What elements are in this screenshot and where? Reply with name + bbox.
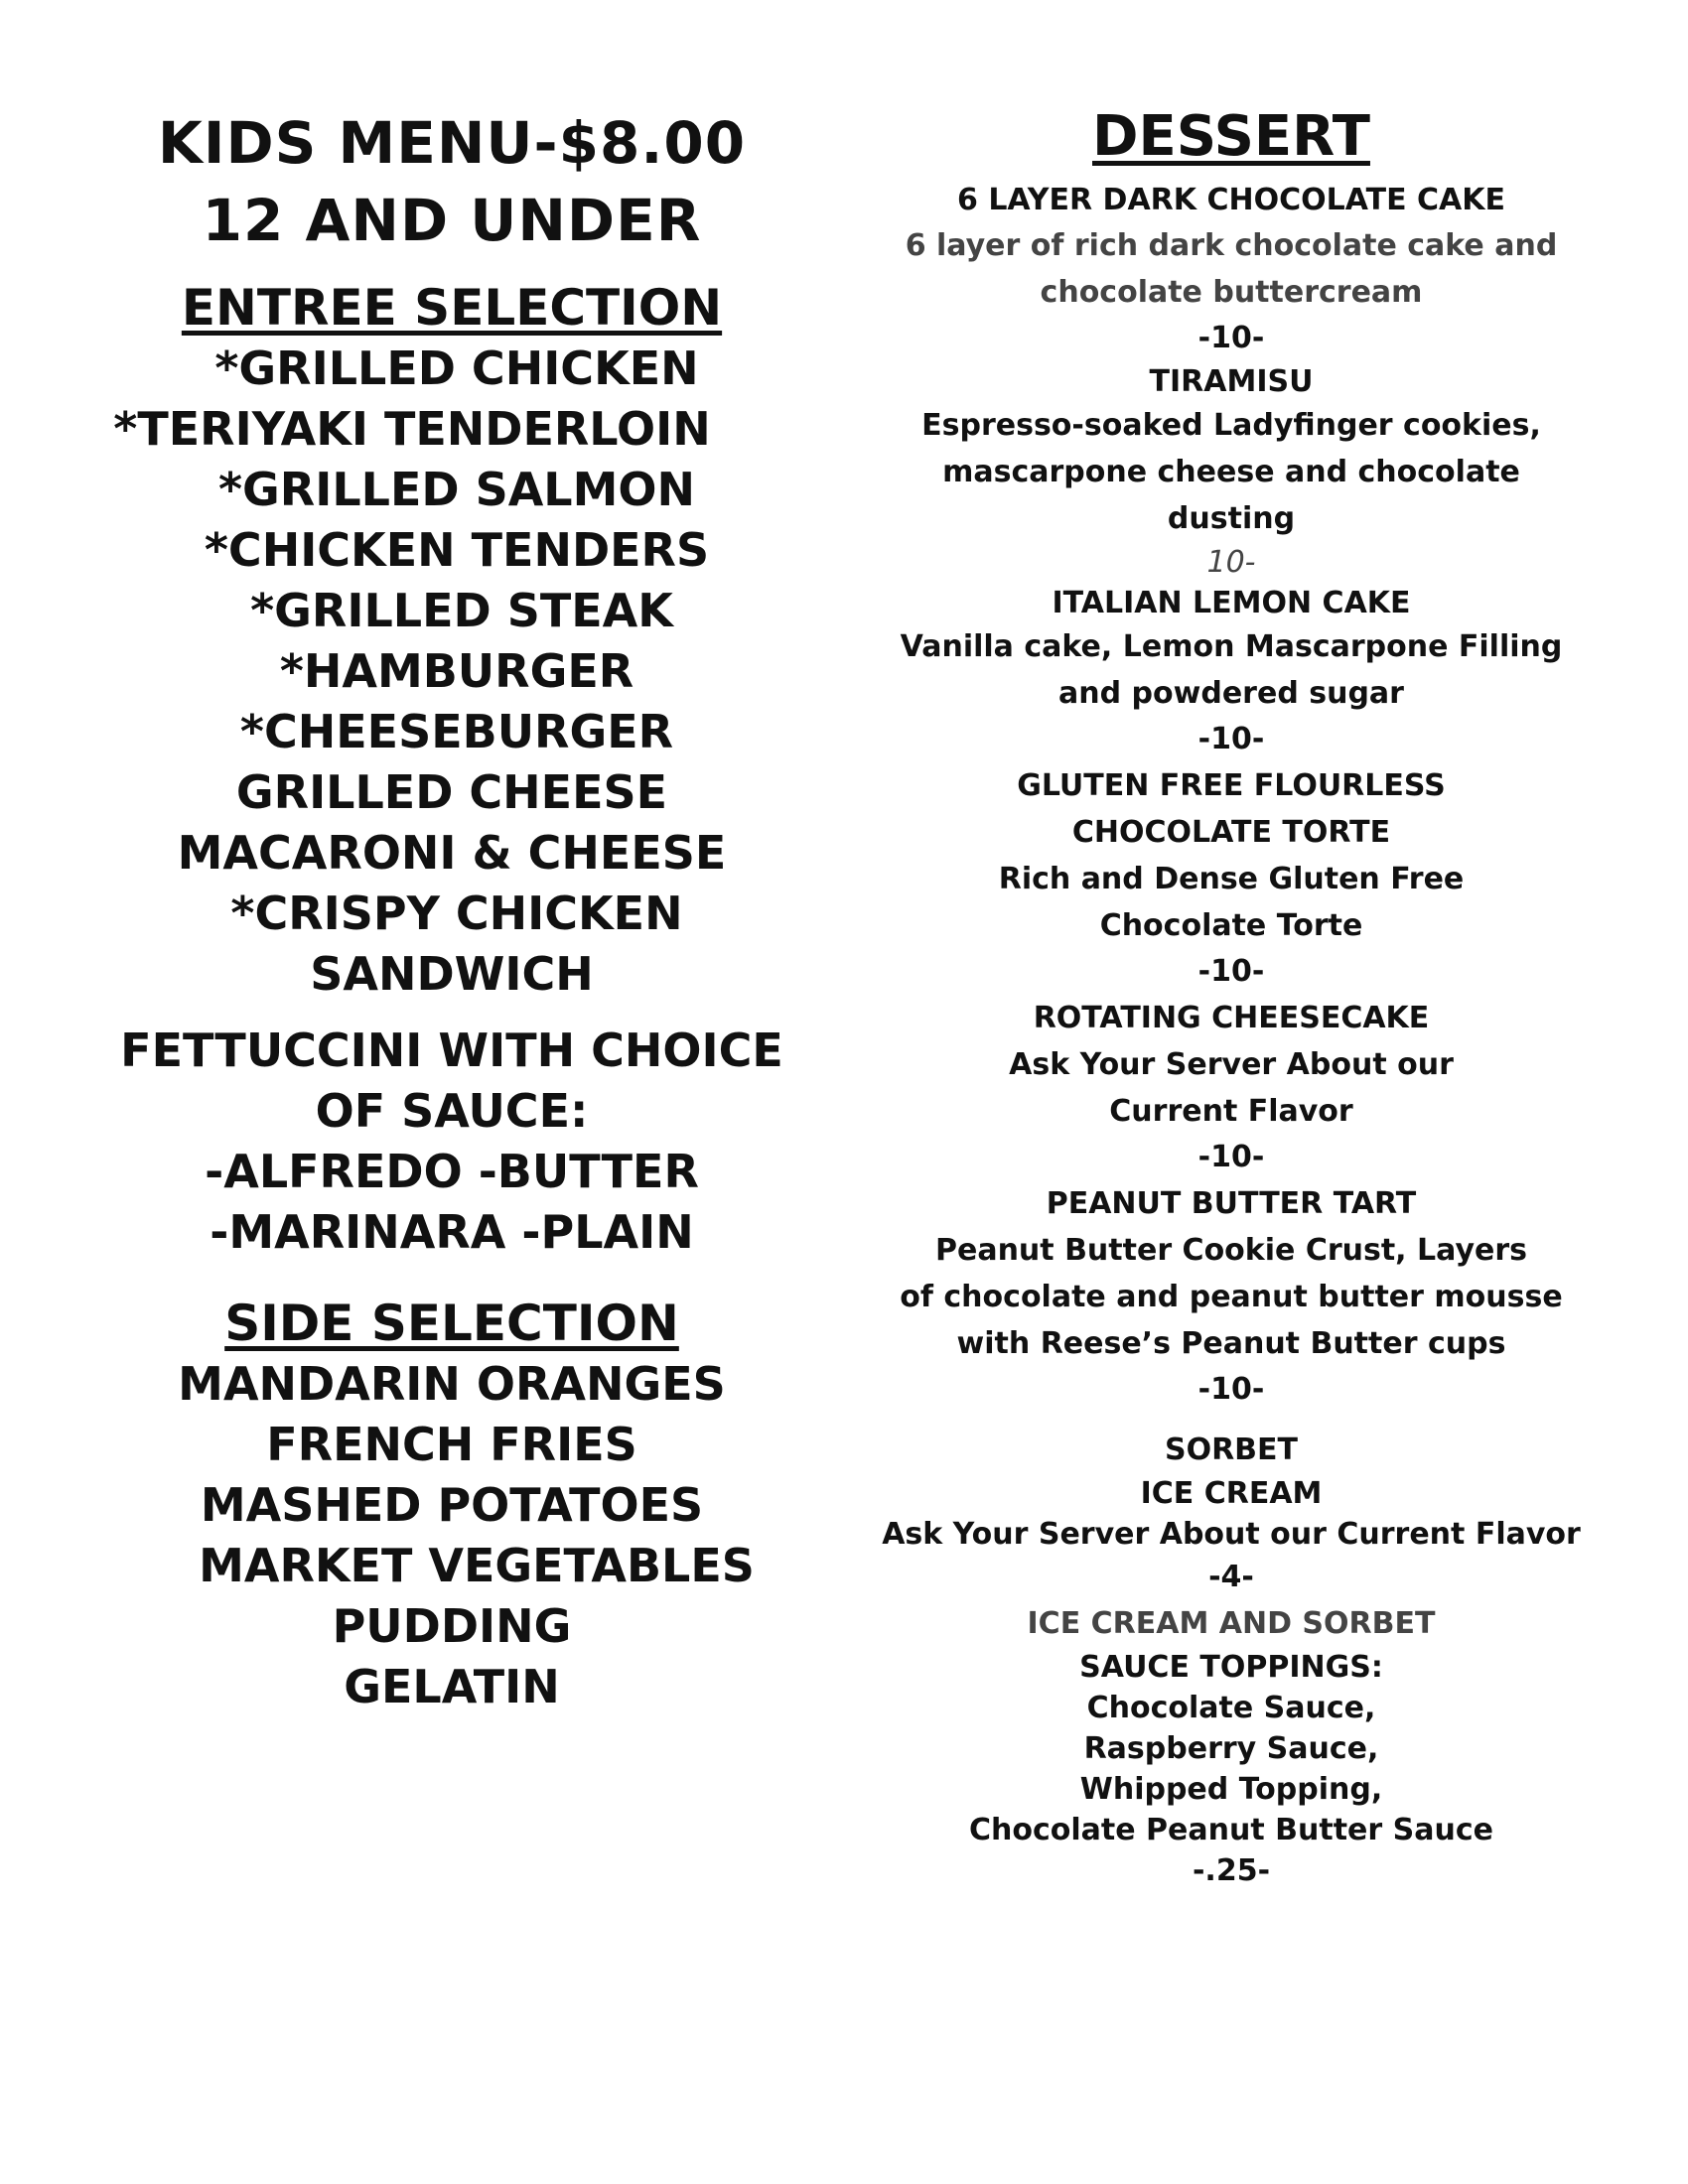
topping-item: Whipped Topping,: [1079, 1772, 1383, 1807]
dessert-name: GLUTEN FREE FLOURLESS: [1017, 768, 1446, 803]
side-item: FRENCH FRIES: [266, 1418, 637, 1471]
entree-item: *GRILLED STEAK: [250, 584, 673, 637]
side-item: MANDARIN ORANGES: [178, 1357, 726, 1411]
dessert-title: DESSERT: [1092, 104, 1370, 169]
fettuccini-line: OF SAUCE:: [315, 1084, 589, 1138]
ice-cream-label: ICE CREAM: [1140, 1476, 1323, 1511]
ice-cream-price: -4-: [1208, 1560, 1254, 1594]
dessert-desc: of chocolate and peanut butter mousse: [900, 1280, 1563, 1314]
dessert-price: -10-: [1197, 1140, 1265, 1174]
topping-item: Chocolate Peanut Butter Sauce: [969, 1813, 1493, 1847]
dessert-price: -10-: [1197, 722, 1265, 756]
dessert-item: [874, 179, 1589, 361]
entree-item: MACARONI & CHEESE: [177, 826, 727, 880]
toppings-subtitle: SAUCE TOPPINGS:: [1079, 1650, 1383, 1685]
ice-cream-block: [874, 1427, 1589, 1600]
dessert-desc: Espresso-soaked Ladyfinger cookies,: [921, 408, 1541, 443]
dessert-price: -10-: [1197, 954, 1265, 989]
kids-menu-age: 12 AND UNDER: [202, 187, 702, 254]
dessert-item: [874, 1180, 1589, 1413]
entree-item: GRILLED CHEESE: [235, 765, 668, 819]
entree-item: *HAMBURGER: [279, 644, 634, 698]
dessert-column: [874, 99, 1589, 1891]
dessert-desc: chocolate buttercream: [1040, 275, 1423, 310]
dessert-desc: Vanilla cake, Lemon Mascarpone Filling: [900, 629, 1563, 664]
dessert-name: ROTATING CHEESECAKE: [1033, 1001, 1430, 1035]
dessert-item: [874, 762, 1589, 995]
dessert-name: PEANUT BUTTER TART: [1046, 1186, 1417, 1221]
side-item: MARKET VEGETABLES: [199, 1539, 755, 1592]
entree-item: *CRISPY CHICKEN: [230, 887, 683, 940]
dessert-desc: Ask Your Server About our: [1009, 1047, 1454, 1082]
dessert-desc: Rich and Dense Gluten Free: [998, 862, 1465, 896]
entree-list: [55, 339, 849, 1005]
toppings-price: -.25-: [1192, 1853, 1271, 1888]
entree-heading: ENTREE SELECTION: [181, 279, 723, 337]
dessert-name: TIRAMISU: [1149, 364, 1314, 399]
dessert-name: ITALIAN LEMON CAKE: [1052, 586, 1411, 620]
fettuccini-line: -ALFREDO -BUTTER: [205, 1145, 699, 1198]
kids-menu-title: KIDS MENU-$8.00: [157, 109, 747, 177]
dessert-desc: mascarpone cheese and chocolate: [942, 455, 1520, 489]
dessert-desc: dusting: [1167, 501, 1296, 536]
entree-item: *TERIYAKI TENDERLOIN: [113, 402, 711, 456]
dessert-price: -10-: [1197, 1372, 1265, 1407]
topping-item: Chocolate Sauce,: [1086, 1691, 1376, 1725]
side-heading: SIDE SELECTION: [224, 1295, 679, 1352]
kids-menu-column: [55, 104, 849, 1717]
entree-item: *GRILLED SALMON: [217, 463, 695, 516]
dessert-desc: and powdered sugar: [1058, 676, 1404, 711]
entree-item: *CHICKEN TENDERS: [204, 523, 710, 577]
dessert-name: CHOCOLATE TORTE: [1071, 815, 1391, 850]
side-item: GELATIN: [344, 1660, 560, 1713]
entree-item: *GRILLED CHICKEN: [214, 341, 699, 395]
fettuccini-line: -MARINARA -PLAIN: [210, 1205, 694, 1259]
dessert-price: 10-: [1206, 545, 1256, 580]
dessert-desc: with Reese’s Peanut Butter cups: [956, 1326, 1506, 1361]
fettuccini-line: FETTUCCINI WITH CHOICE: [120, 1024, 783, 1077]
sorbet-label: SORBET: [1164, 1433, 1299, 1467]
dessert-desc: Current Flavor: [1109, 1094, 1353, 1129]
dessert-desc: Peanut Butter Cookie Crust, Layers: [934, 1233, 1528, 1268]
dessert-price: -10-: [1197, 321, 1265, 355]
entree-item: *CHEESEBURGER: [239, 705, 674, 758]
dessert-desc: Chocolate Torte: [1099, 908, 1363, 943]
dessert-name: 6 LAYER DARK CHOCOLATE CAKE: [957, 183, 1505, 217]
dessert-item: [874, 583, 1589, 762]
toppings-title: ICE CREAM AND SORBET: [1027, 1606, 1436, 1641]
toppings-block: [874, 1600, 1589, 1891]
dessert-desc: 6 layer of rich dark chocolate cake and: [905, 228, 1558, 263]
side-item: PUDDING: [332, 1599, 572, 1653]
fettuccini-block: [55, 1021, 849, 1263]
entree-item: SANDWICH: [310, 947, 594, 1001]
side-item: MASHED POTATOES: [200, 1478, 704, 1532]
dessert-item: [874, 995, 1589, 1180]
topping-item: Raspberry Sauce,: [1083, 1731, 1379, 1766]
ice-cream-desc: Ask Your Server About our Current Flavor: [882, 1517, 1581, 1552]
dessert-item: [874, 361, 1589, 583]
side-list: [55, 1354, 849, 1717]
